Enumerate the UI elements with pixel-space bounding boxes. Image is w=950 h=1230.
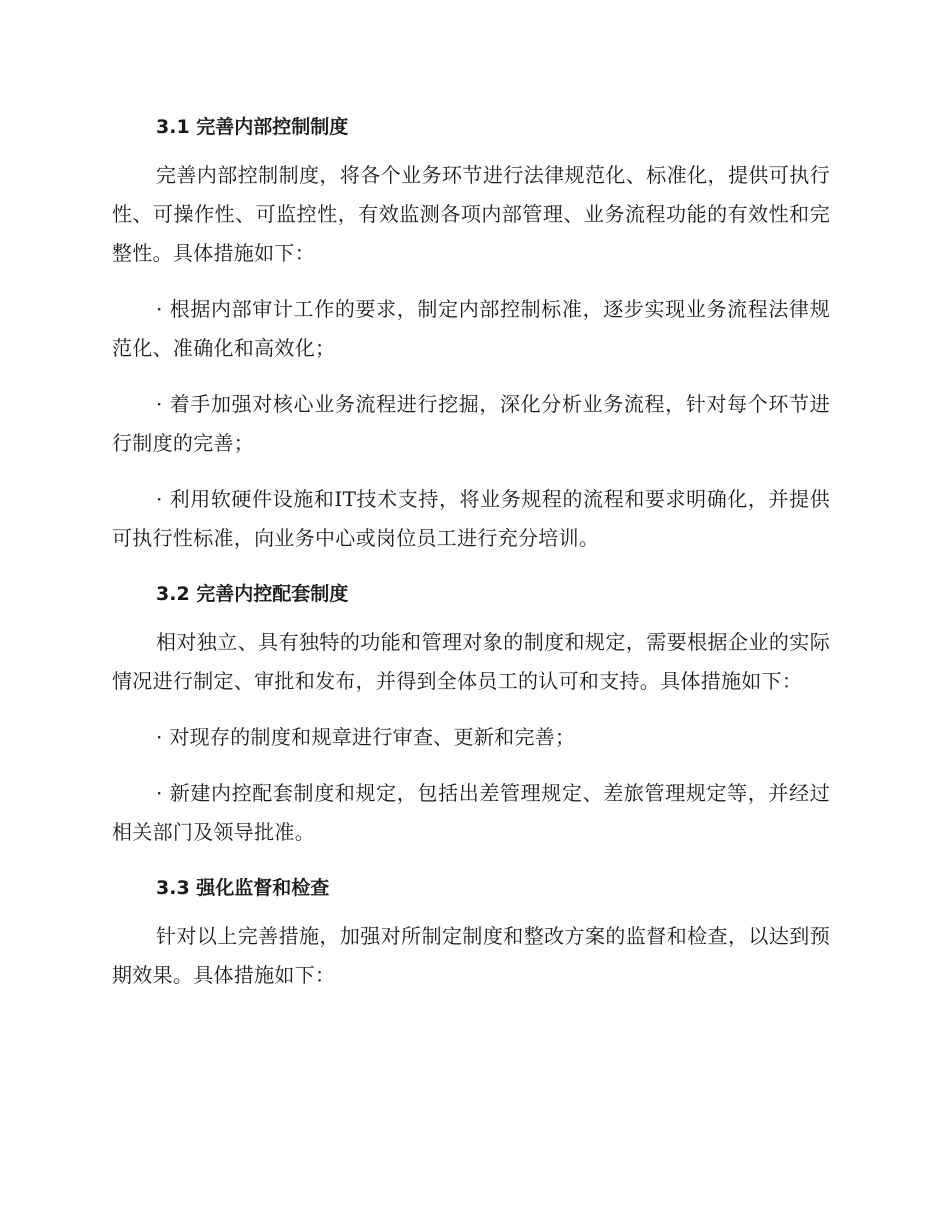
- section-3-1-intro: 完善内部控制制度，将各个业务环节进行法律规范化、标准化，提供可执行性、可操作性、可监控性，有效监测各项内部管理、业务流程功能的有效性和完整性。具体措施如下：: [112, 163, 830, 265]
- section-3-2-bullet-1: [112, 718, 830, 757]
- section-heading-3-1: 3.1 完善内部控制制度: [156, 116, 349, 138]
- bullet-icon: ·: [156, 487, 163, 511]
- bullet-text: 利用软硬件设施和IT技术支持，将业务规程的流程和要求明确化，并提供可执行性标准，向业务中心或岗位员工进行充分培训。: [112, 487, 830, 550]
- section-heading-3-2: 3.2 完善内控配套制度: [156, 583, 349, 605]
- section-3-3-intro: 针对以上完善措施，加强对所制定制度和整改方案的监督和检查，以达到预期效果。具体措施如下：: [112, 924, 830, 987]
- section-3-2-bullet-2: [112, 774, 830, 852]
- bullet-text: 新建内控配套制度和规定，包括出差管理规定、差旅管理规定等，并经过相关部门及领导批准。: [112, 781, 830, 844]
- section-3-1-bullet-3: [112, 480, 830, 558]
- bullet-icon: ·: [156, 297, 163, 321]
- section-heading-3-3: 3.3 强化监督和检查: [156, 877, 330, 899]
- section-3-1-bullet-2: [112, 385, 830, 463]
- section-3-1-bullet-1: [112, 290, 830, 368]
- bullet-text: 对现存的制度和规章进行审查、更新和完善；: [169, 725, 576, 749]
- bullet-text: 根据内部审计工作的要求，制定内部控制标准，逐步实现业务流程法律规范化、准确化和高效化；: [112, 297, 830, 360]
- bullet-icon: ·: [156, 781, 163, 805]
- bullet-icon: ·: [156, 392, 163, 416]
- bullet-icon: ·: [156, 725, 163, 749]
- section-3-2-intro: 相对独立、具有独特的功能和管理对象的制度和规定，需要根据企业的实际情况进行制定、审批和发布，并得到全体员工的认可和支持。具体措施如下：: [112, 630, 830, 693]
- document-body: [112, 108, 830, 1012]
- bullet-text: 着手加强对核心业务流程进行挖掘，深化分析业务流程，针对每个环节进行制度的完善；: [112, 392, 830, 455]
